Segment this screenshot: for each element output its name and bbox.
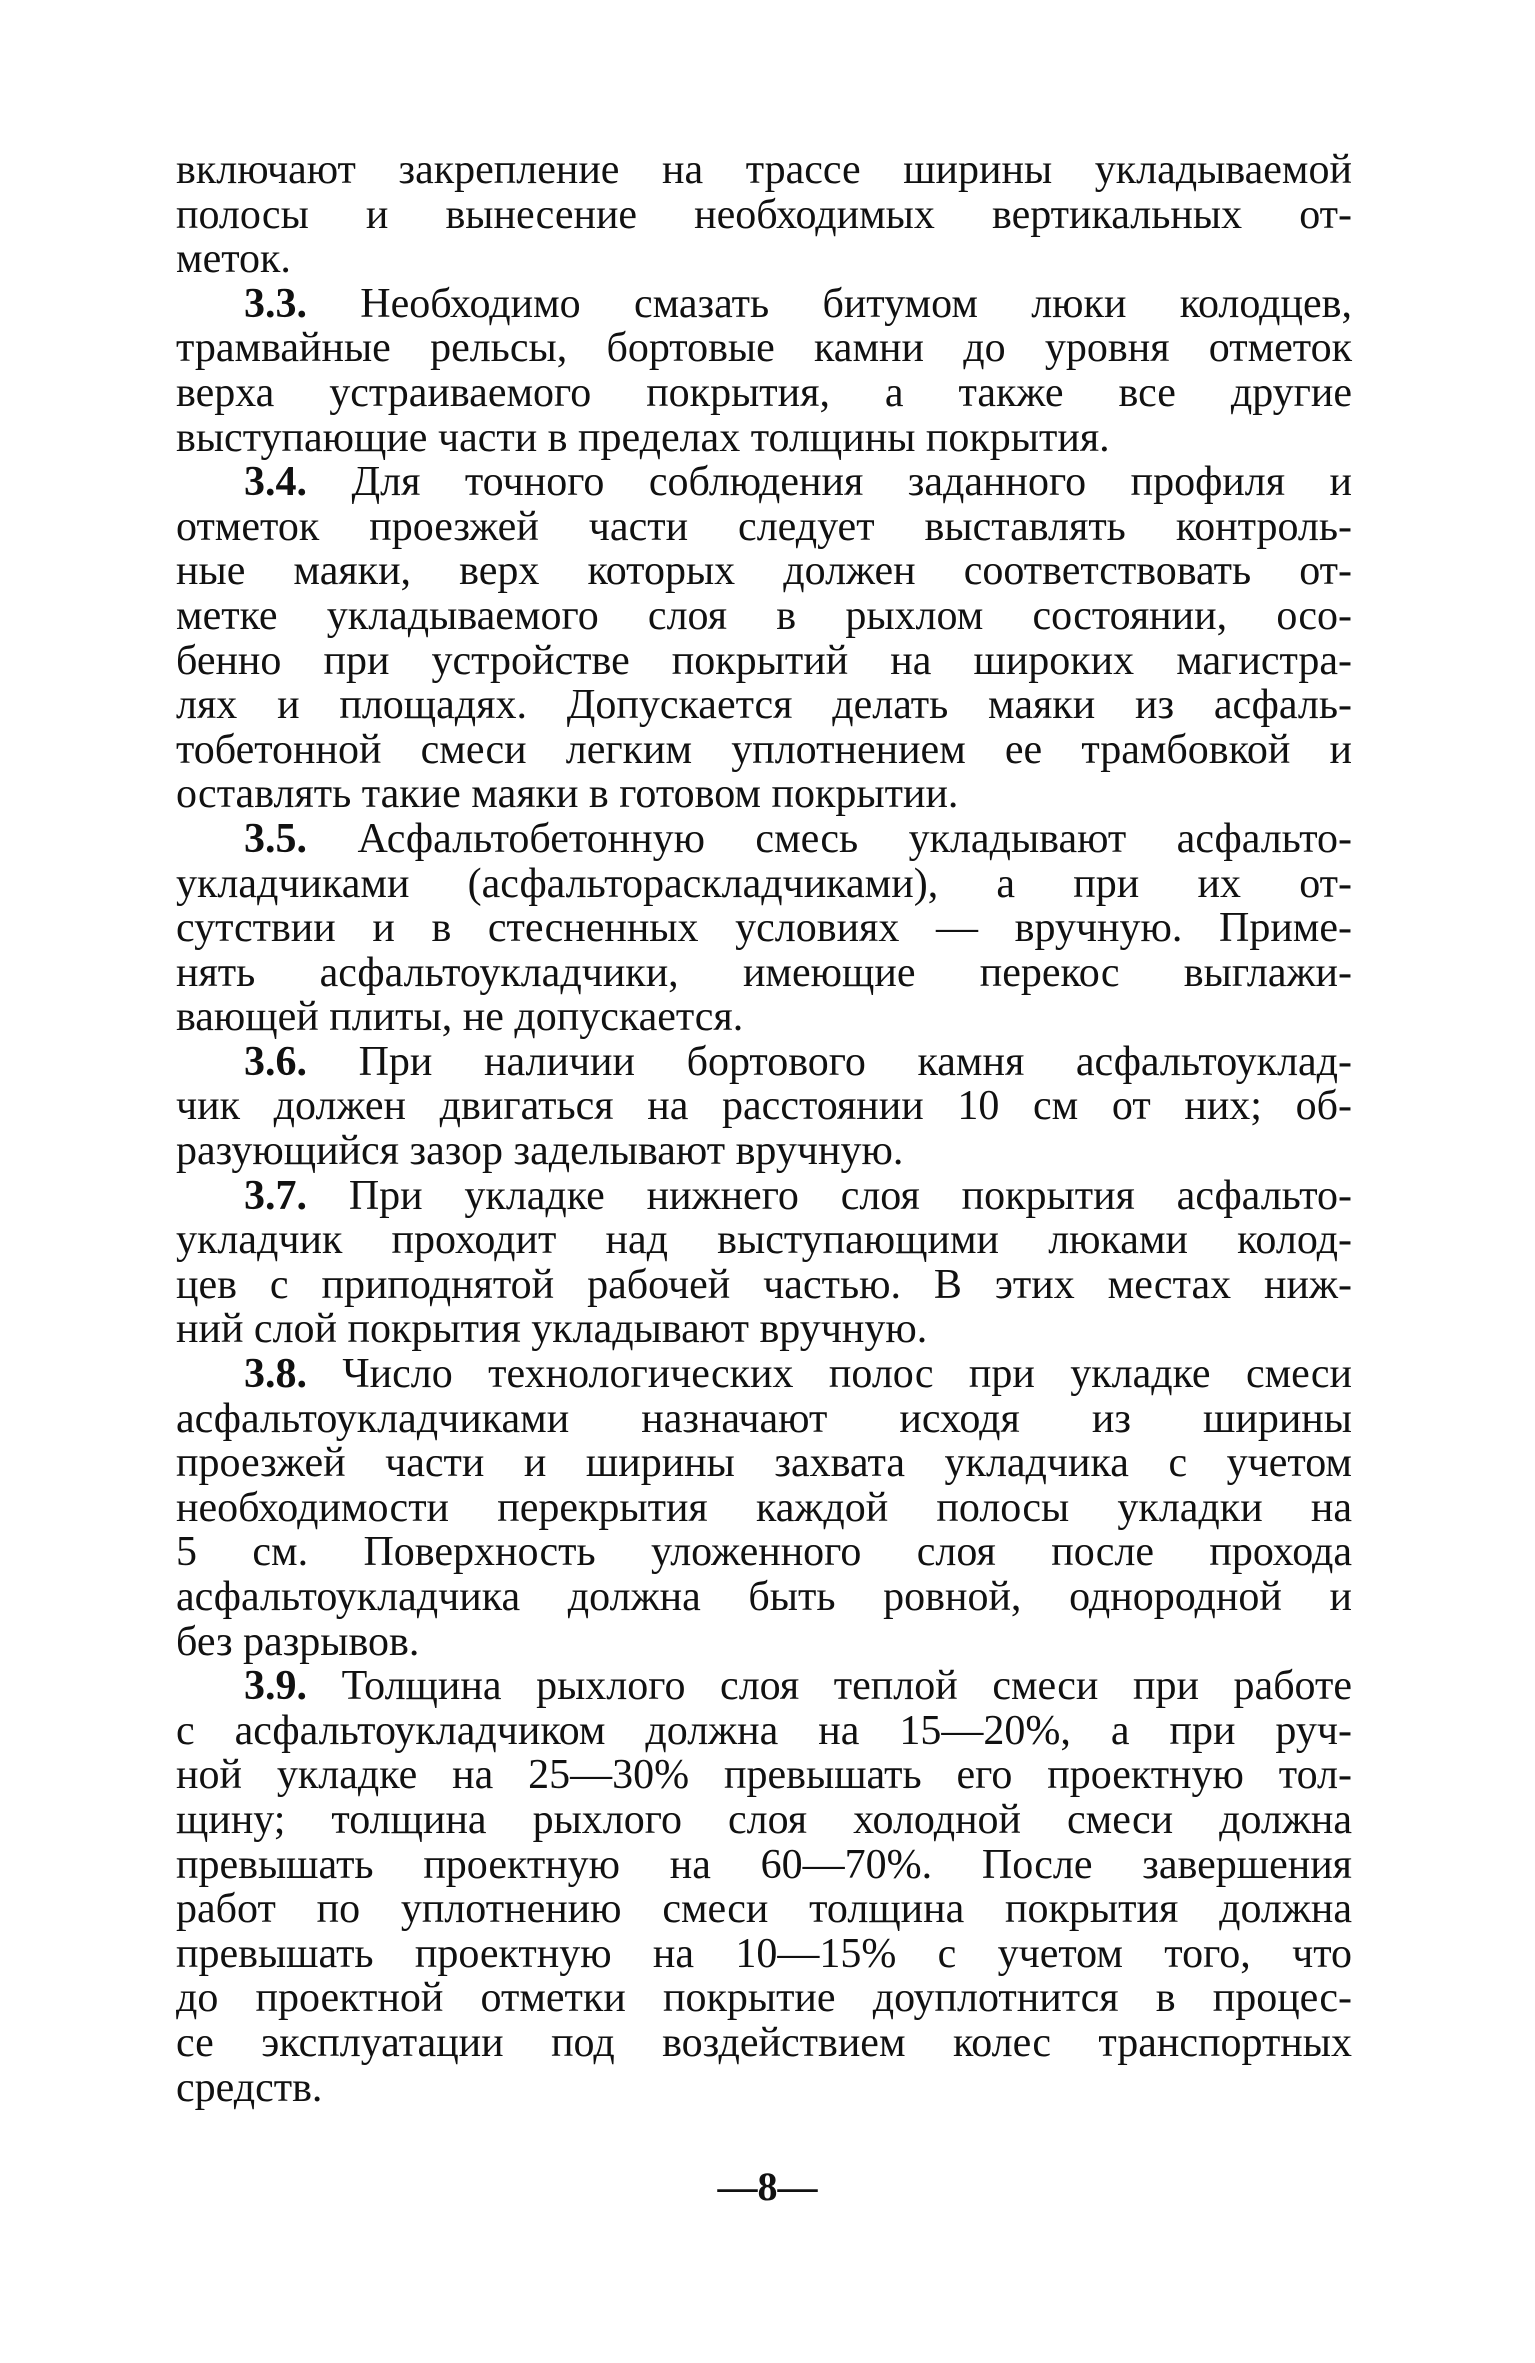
text-line <box>176 1352 1352 1397</box>
text-segment: Число технологических полос при укладке смеси <box>342 1351 1352 1398</box>
text-line: ний слой покрытия укладывают вручную. <box>176 1306 928 1353</box>
paragraph-3-8 <box>176 1352 1352 1664</box>
text-line <box>176 1040 1352 1085</box>
text-line: се эксплуатации под воздействием колес транспортных <box>176 2019 1352 2066</box>
paragraph-3-3 <box>176 282 1352 460</box>
section-number: 3.8. <box>244 1351 307 1398</box>
text-line: цев с приподнятой рабочей частью. В этих местах ниж- <box>176 1261 1352 1308</box>
paragraph-continuation <box>176 148 1352 282</box>
text-line <box>176 1664 1352 1709</box>
text-segment: При наличии бортового камня асфальтоуклад- <box>358 1038 1352 1085</box>
text-line: ные маяки, верх которых должен соответствовать от- <box>176 548 1352 595</box>
text-segment: Необходимо смазать битумом люки колодцев, <box>360 280 1352 327</box>
text-line: выступающие части в пределах толщины покрытия. <box>176 414 1110 461</box>
text-line: без разрывов. <box>176 1618 420 1665</box>
text-line: включают закрепление на трассе ширины укладываемой <box>176 147 1352 193</box>
text-segment: Для точного соблюдения заданного профиля и <box>351 459 1353 506</box>
text-line: лях и площадях. Допускается делать маяки из асфаль- <box>176 682 1352 729</box>
text-line: нять асфальтоукладчики, имеющие перекос выглажи- <box>176 949 1352 996</box>
text-line <box>176 1174 1352 1219</box>
text-line: оставлять такие маяки в готовом покрытии. <box>176 771 959 818</box>
text-line: вающей плиты, не допускается. <box>176 994 744 1041</box>
paragraph-3-6 <box>176 1040 1352 1174</box>
text-line: работ по уплотнению смеси толщина покрытия должна <box>176 1886 1352 1933</box>
text-line <box>176 282 1352 327</box>
text-line <box>176 817 1352 862</box>
text-line: меток. <box>176 236 291 283</box>
paragraph-3-5 <box>176 817 1352 1040</box>
text-line: щину; толщина рыхлого слоя холодной смеси должна <box>176 1796 1352 1843</box>
paragraph-3-9 <box>176 1664 1352 2110</box>
text-line: бенно при устройстве покрытий на широких магистра- <box>176 637 1352 684</box>
paragraph-3-4 <box>176 460 1352 817</box>
section-number: 3.5. <box>244 815 307 862</box>
text-segment: Толщина рыхлого слоя теплой смеси при работе <box>341 1663 1353 1710</box>
text-line: верха устраиваемого покрытия, а также все другие <box>176 369 1352 416</box>
text-line: укладчиками (асфальтораскладчиками), а при их от- <box>176 860 1352 907</box>
text-line: проезжей части и ширины захвата укладчика с учетом <box>176 1440 1352 1487</box>
text-line: тобетонной смеси легким уплотнением ее трамбовкой и <box>176 726 1352 773</box>
text-line: разующийся зазор заделывают вручную. <box>176 1128 904 1175</box>
text-line: необходимости перекрытия каждой полосы укладки на <box>176 1484 1352 1531</box>
section-number: 3.3. <box>244 280 307 327</box>
text-line: до проектной отметки покрытие доуплотнится в процес- <box>176 1975 1352 2022</box>
text-line: 5 см. Поверхность уложенного слоя после прохода <box>176 1529 1352 1576</box>
text-line: метке укладываемого слоя в рыхлом состоянии, осо- <box>176 592 1352 639</box>
text-line: ной укладке на 25—30% превышать его проектную тол- <box>176 1752 1352 1799</box>
text-line: трамвайные рельсы, бортовые камни до уровня отметок <box>176 325 1352 372</box>
section-number: 3.4. <box>244 459 307 506</box>
page-number: —8— <box>717 2164 818 2209</box>
text-line: асфальтоукладчиками назначают исходя из ширины <box>176 1395 1352 1442</box>
section-number: 3.9. <box>244 1663 307 1710</box>
text-line: укладчик проходит над выступающими люками колод- <box>176 1217 1352 1264</box>
text-segment: При укладке нижнего слоя покрытия асфальто- <box>348 1172 1352 1219</box>
text-line <box>176 460 1352 505</box>
text-line: превышать проектную на 10—15% с учетом того, что <box>176 1930 1352 1977</box>
text-line: полосы и вынесение необходимых вертикальных от- <box>176 191 1352 238</box>
text-segment: Асфальтобетонную смесь укладывают асфальто- <box>357 815 1353 862</box>
text-line: превышать проектную на 60—70%. После завершения <box>176 1841 1352 1888</box>
text-line: отметок проезжей части следует выставлять контроль- <box>176 503 1352 550</box>
paragraph-3-7 <box>176 1174 1352 1352</box>
document-page <box>176 148 1352 2110</box>
section-number: 3.7. <box>244 1172 307 1219</box>
section-number: 3.6. <box>244 1038 307 1085</box>
text-line: асфальтоукладчика должна быть ровной, однородной и <box>176 1574 1352 1620</box>
text-line: чик должен двигаться на расстоянии 10 см от них; об- <box>176 1083 1352 1130</box>
text-line: с асфальтоукладчиком должна на 15—20%, а при руч- <box>176 1707 1352 1754</box>
text-line: сутствии и в стесненных условиях — вручную. Приме- <box>176 905 1352 952</box>
text-line: средств. <box>176 2064 323 2111</box>
